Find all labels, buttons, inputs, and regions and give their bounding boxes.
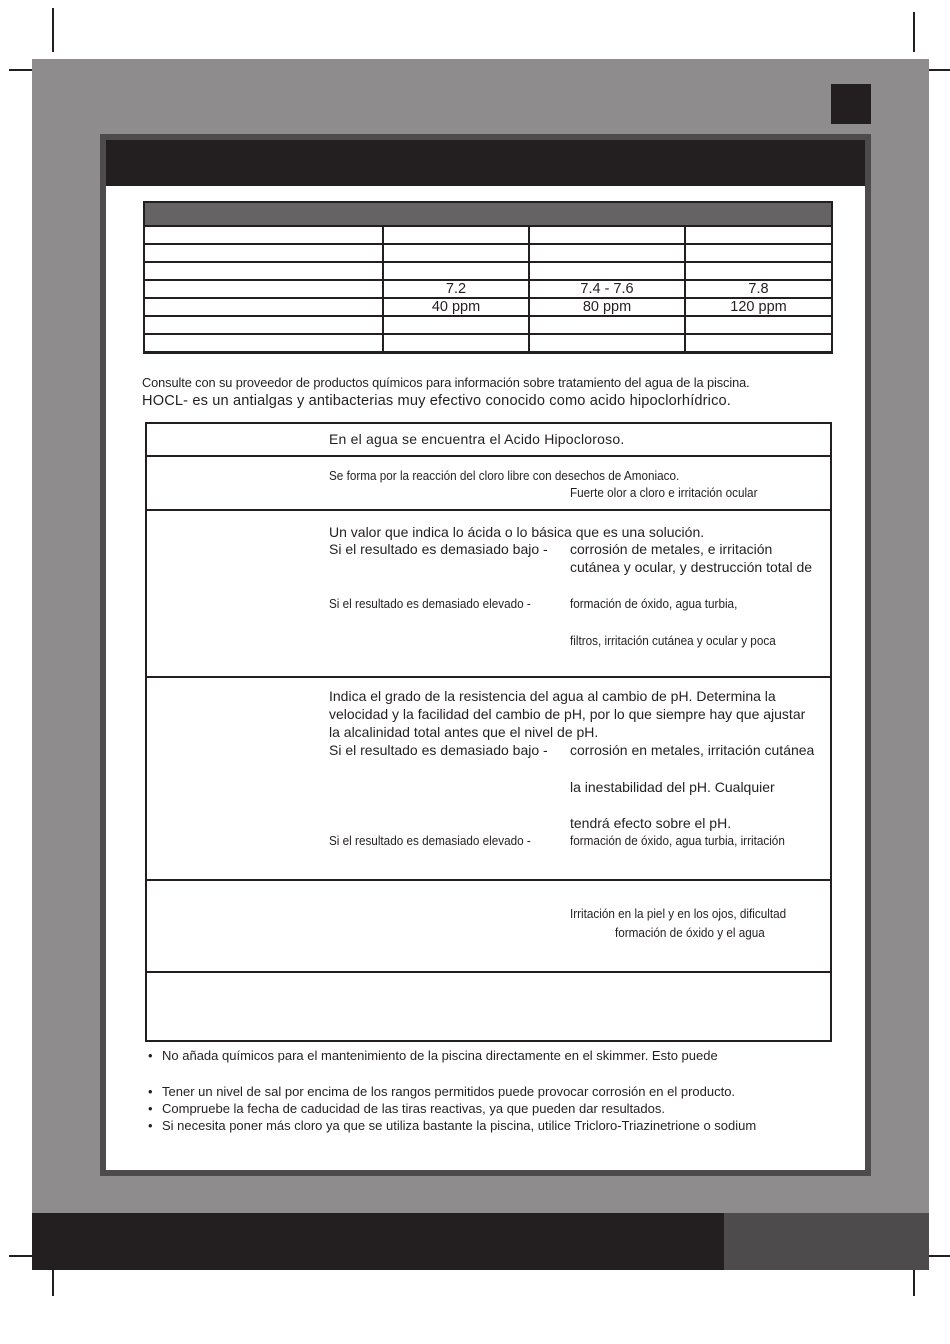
page-tab-marker (831, 84, 871, 124)
ph-high-label: Si el resultado es demasiado elevado - (329, 597, 531, 611)
low-cell (383, 244, 529, 262)
ideal-cell (529, 334, 685, 353)
low-cell: 7.2 (383, 280, 529, 298)
row-ph (147, 511, 830, 678)
ideal-cell (529, 226, 685, 244)
high-cell (685, 262, 832, 280)
low-cell (383, 262, 529, 280)
bullet-icon: • (148, 1118, 153, 1133)
high-cell (685, 334, 832, 353)
row-combined-chlorine (147, 457, 830, 511)
param-cell (144, 316, 383, 334)
list-item (148, 1118, 756, 1133)
crop-mark-bottom-left-h (9, 1255, 33, 1257)
hocl-note: HOCL- es un antialgas y antibacterias muy efectivo conocido como acido hipoclorhídrico. (142, 393, 731, 409)
alkalinity-low-label: Si el resultado es demasiado bajo - (329, 742, 548, 758)
supplier-note: Consulte con su proveedor de productos químicos para información sobre tratamiento del agua de la piscina. (142, 375, 750, 390)
row-hardness (147, 881, 830, 973)
row-empty (147, 973, 830, 1040)
combined-chlorine-effect: Fuerte olor a cloro e irritación ocular (570, 486, 758, 500)
footer-bar (32, 1213, 724, 1270)
high-cell (685, 316, 832, 334)
bullet-icon: • (148, 1101, 153, 1116)
alkalinity-low-effect-1: corrosión en metales, irritación cutánea (570, 742, 815, 758)
param-cell (144, 262, 383, 280)
ph-high-effect-1: formación de óxido, agua turbia, (570, 597, 738, 611)
free-chlorine-description: En el agua se encuentra el Acido Hipocloroso. (329, 431, 625, 447)
ideal-cell (529, 244, 685, 262)
alkalinity-low-effect-2: la inestabilidad del pH. Cualquier (570, 779, 775, 795)
hardness-effect-1: Irritación en la piel y en los ojos, dificultad (570, 907, 787, 921)
high-cell: 7.8 (685, 280, 832, 298)
ideal-cell (529, 316, 685, 334)
table-row (144, 262, 832, 280)
combined-chlorine-description: Se forma por la reacción del cloro libre con desechos de Amoniaco. (329, 469, 680, 483)
ph-low-effect-1: corrosión de metales, e irritación (570, 541, 773, 557)
low-cell (383, 334, 529, 353)
param-cell (144, 334, 383, 353)
hardness-effect-2: formación de óxido y el agua (615, 926, 765, 940)
param-cell (144, 244, 383, 262)
table-row (144, 334, 832, 353)
alkalinity-description-1: Indica el grado de la resistencia del agua al cambio de pH. Determina la (329, 688, 776, 704)
table-row (144, 226, 832, 244)
crop-mark-bottom-left-v (52, 1266, 54, 1296)
ph-description: Un valor que indica lo ácida o lo básica que es una solución. (329, 524, 705, 540)
row-free-chlorine (147, 424, 830, 457)
ideal-cell (529, 262, 685, 280)
crop-mark-bottom-right-v (913, 1266, 915, 1296)
table-row (144, 244, 832, 262)
crop-mark-top-right-v (913, 12, 915, 52)
row-alkalinity (147, 678, 830, 881)
bullet-text: Compruebe la fecha de caducidad de las tiras reactivas, ya que pueden dar resultados. (162, 1101, 665, 1116)
parameter-description-table (145, 422, 832, 1042)
list-item (148, 1084, 735, 1099)
footer-page-block (724, 1213, 929, 1270)
high-cell (685, 244, 832, 262)
water-levels-table (143, 201, 833, 354)
alkalinity-high-label: Si el resultado es demasiado elevado - (329, 834, 531, 848)
list-item (148, 1101, 665, 1116)
param-cell (144, 298, 383, 316)
list-item (148, 1048, 718, 1063)
ideal-cell: 80 ppm (529, 298, 685, 316)
param-cell (144, 280, 383, 298)
table-row (144, 316, 832, 334)
alkalinity-low-effect-3: tendrá efecto sobre el pH. (570, 815, 732, 831)
alkalinity-high-effect-1: formación de óxido, agua turbia, irritación (570, 834, 785, 848)
ideal-cell: 7.4 - 7.6 (529, 280, 685, 298)
high-cell (685, 226, 832, 244)
table-row-alkalinity (144, 298, 832, 316)
section-header-bar (106, 140, 865, 186)
bullet-text: Si necesita poner más cloro ya que se utiliza bastante la piscina, utilice Tricloro-Triazinetrione o sodium (162, 1118, 757, 1133)
ph-high-effect-2: filtros, irritación cutánea y ocular y poca (570, 634, 776, 648)
low-cell (383, 316, 529, 334)
bullet-icon: • (148, 1084, 153, 1099)
bullet-text: No añada químicos para el mantenimiento de la piscina directamente en el skimmer. Esto puede (162, 1048, 718, 1063)
high-cell: 120 ppm (685, 298, 832, 316)
alkalinity-description-2: velocidad y la facilidad del cambio de pH, por lo que siempre hay que ajustar (329, 706, 806, 722)
alkalinity-description-3: la alcalinidad total antes que el nivel de pH. (329, 724, 599, 740)
low-cell: 40 ppm (383, 298, 529, 316)
bullet-icon: • (148, 1048, 153, 1063)
crop-mark-top-left-v (52, 8, 54, 52)
param-cell (144, 226, 383, 244)
table-header-row (144, 202, 832, 226)
ph-low-label: Si el resultado es demasiado bajo - (329, 541, 548, 557)
low-cell (383, 226, 529, 244)
bullet-text: Tener un nivel de sal por encima de los rangos permitidos puede provocar corrosión en el producto. (162, 1084, 736, 1099)
table-row-ph (144, 280, 832, 298)
ph-low-effect-2: cutánea y ocular, y destrucción total de (570, 559, 813, 575)
